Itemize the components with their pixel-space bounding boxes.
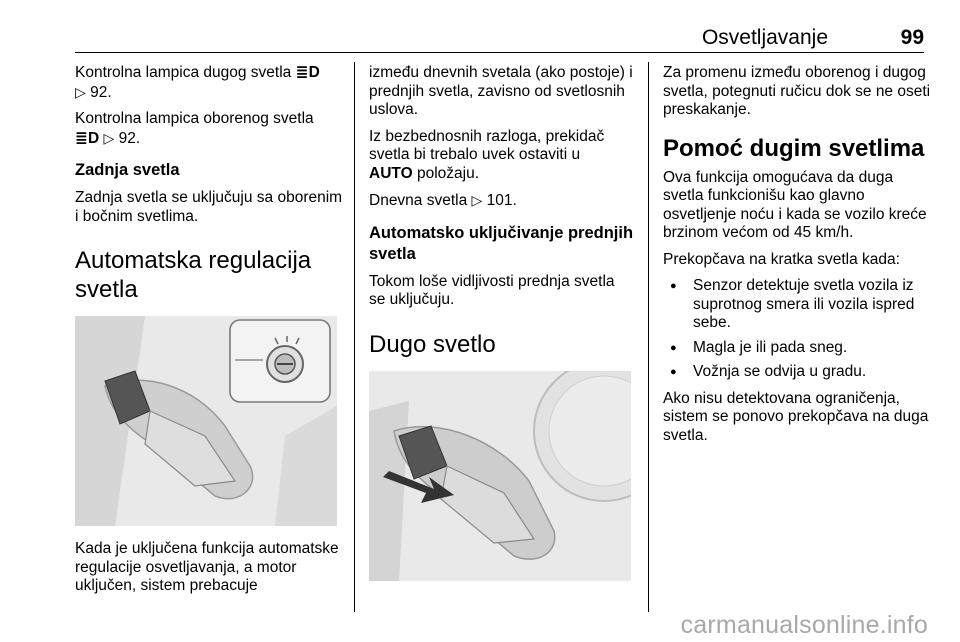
switch-conditions-intro: Prekopčava na kratka svetla kada: <box>663 250 900 268</box>
watermark: carmanualsonline.info <box>680 611 928 639</box>
heading-automatic-light-control: Automatska regulacija svetla <box>75 247 312 303</box>
triangle-ref-icon: ▷ <box>103 129 115 146</box>
auto-position-label: AUTO <box>369 164 413 182</box>
heading-high-beam: Dugo svetlo <box>369 330 496 358</box>
low-beam-icon: ≣D <box>75 129 100 147</box>
triangle-ref-icon: ▷ <box>471 192 483 208</box>
high-beam-lamp-paragraph <box>75 64 345 102</box>
beam-switch-paragraph: Za promenu između oborenog i dugog svetla, potegnuti ručicu dok se ne oseti preskakanje. <box>663 64 931 118</box>
column-divider-1 <box>354 62 355 612</box>
triangle-ref-icon: ▷ <box>75 83 86 100</box>
daylight-switching-paragraph: između dnevnih svetala (ako postoje) i prednjih svetla, zavisno od svetlosnih uslova. <box>369 64 633 118</box>
high-beam-lever-figure <box>369 371 631 581</box>
page-reference[interactable]: 92. <box>118 129 141 147</box>
header-rule <box>75 52 924 53</box>
automatic-light-paragraph: Kada je uključena funkcija automatske regulacije osvetljavanja, a motor uključen, sistem prebacuje <box>75 540 339 594</box>
page-number: 99 <box>900 26 924 49</box>
rear-lights-paragraph: Zadnja svetla se uključuju sa oborenim i bočnim svetlima. <box>75 189 343 225</box>
paragraph-text: Kontrolna lampica dugog svetla <box>75 64 292 81</box>
paragraph-text: položaju. <box>416 164 479 182</box>
paragraph-text: Dnevna svetla <box>369 192 468 209</box>
high-beam-icon: ≣D <box>295 64 320 81</box>
column-divider-2 <box>648 62 649 612</box>
paragraph-text: Iz bezbednosnih razloga, prekidač svetla bi trebalo uvek ostaviti u <box>369 127 605 163</box>
heading-automatic-headlight: Automatsko uključivanje prednjih svetla <box>369 223 634 263</box>
switch-conditions-list <box>663 277 933 382</box>
assist-description-paragraph: Ova funkcija omogućava da duga svetla funkcionišu kao glavno osvetljenje noću i kada se vozilo kreće brzinom većom od 45 km/h. <box>663 168 927 241</box>
column-1 <box>75 64 345 604</box>
paragraph-text: Kontrolna lampica oborenog svetla <box>75 110 314 127</box>
page-reference[interactable]: 101. <box>486 192 517 209</box>
page-reference[interactable]: 92. <box>90 83 112 101</box>
daytime-lights-reference <box>369 191 634 211</box>
light-switch-figure <box>75 316 337 526</box>
list-item: ● Magla je ili pada sneg. <box>663 339 933 358</box>
list-item: ● Vožnja se odvija u gradu. <box>663 363 933 382</box>
low-beam-lamp-paragraph <box>75 110 345 148</box>
heading-high-beam-assist: Pomoć dugim svetlima <box>663 134 925 162</box>
list-item: ● Senzor detektuje svetla vozila iz suprotnog smera ili vozila ispred sebe. <box>663 277 933 333</box>
column-3 <box>663 64 933 453</box>
running-header-title: Osvetljavanje <box>701 26 828 49</box>
no-restrictions-paragraph: Ako nisu detektovana ograničenja, sistem se ponovo prekopčava na duga svetla. <box>663 389 929 444</box>
safety-paragraph <box>369 128 634 184</box>
heading-rear-lights: Zadnja svetla <box>75 161 180 179</box>
headlight-paragraph: Tokom loše vidljivosti prednja svetla se uključuju. <box>369 272 615 308</box>
column-2 <box>369 64 634 595</box>
